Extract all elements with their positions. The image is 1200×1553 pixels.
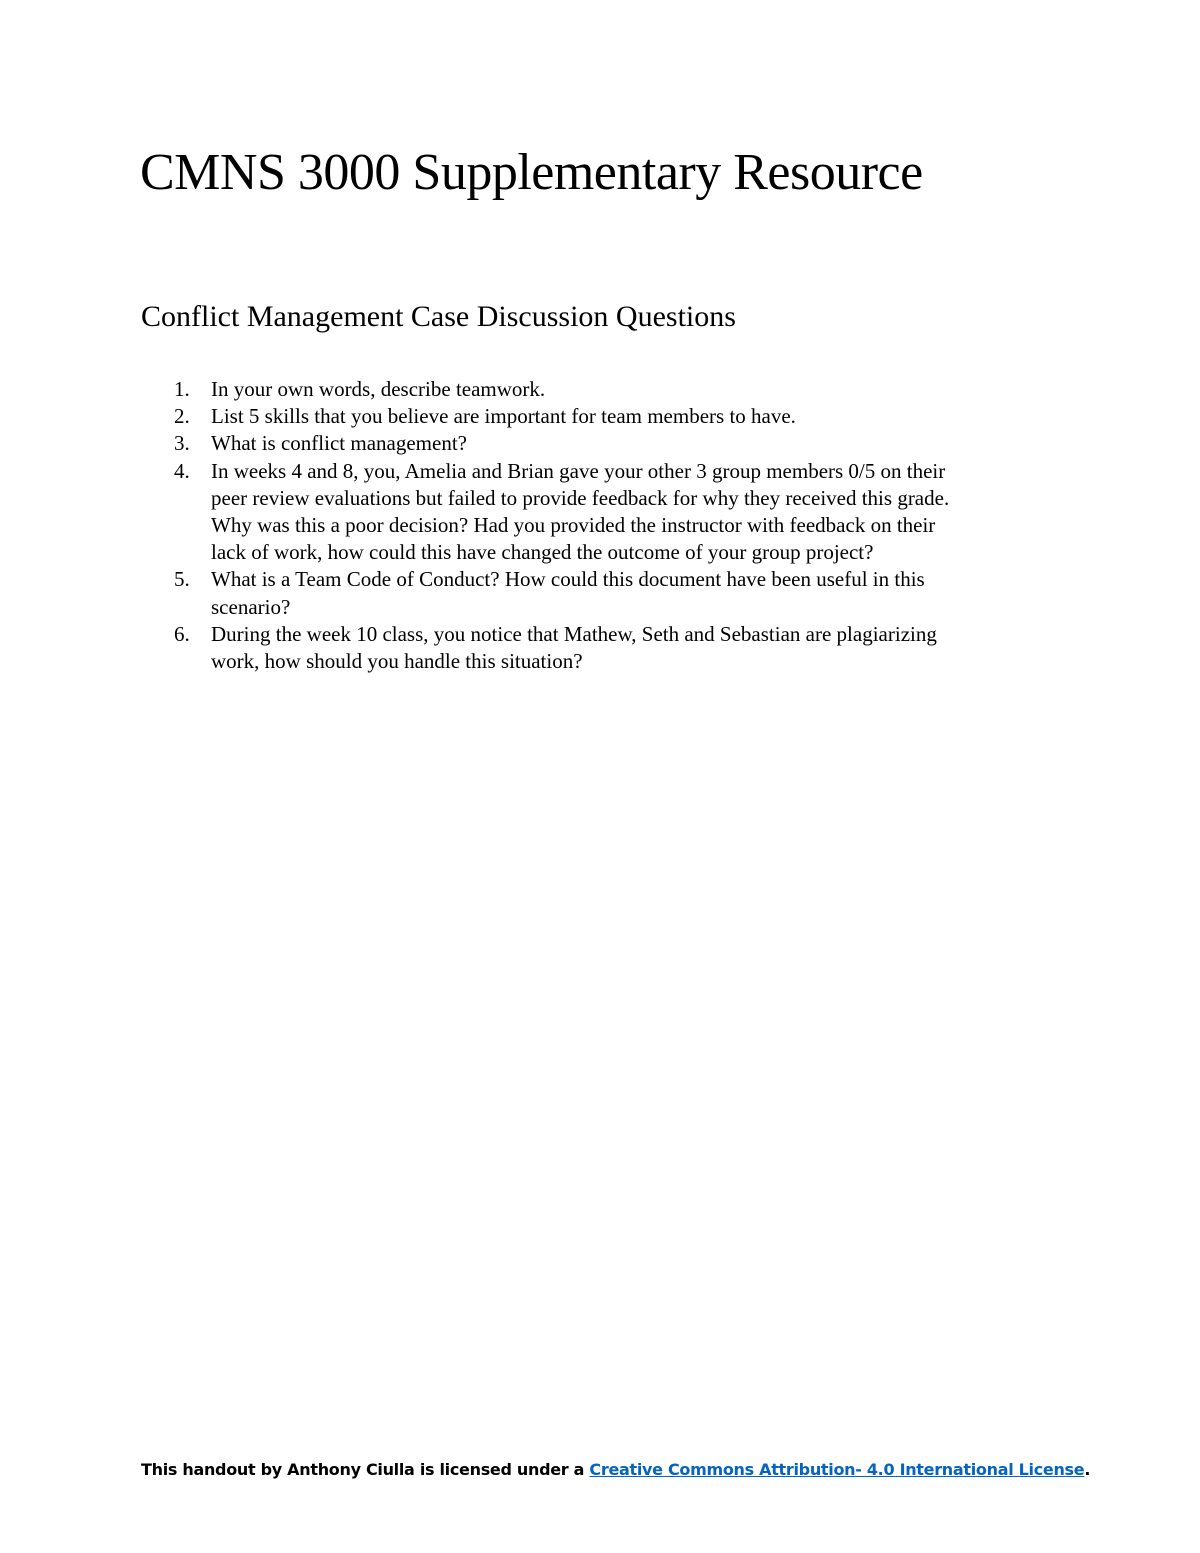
document-subtitle: Conflict Management Case Discussion Questions [141, 300, 736, 333]
question-text-line: work, how should you handle this situation? [211, 649, 583, 674]
question-text-line: During the week 10 class, you notice that Mathew, Seth and Sebastian are plagiarizing [211, 621, 937, 646]
question-item [141, 403, 1061, 430]
license-footer [141, 1460, 1090, 1479]
document-title: CMNS 3000 Supplementary Resource [140, 144, 923, 201]
question-item [141, 621, 1061, 675]
question-text-line: peer review evaluations but failed to provide feedback for why they received this grade. [211, 485, 950, 510]
question-text-line: What is a Team Code of Conduct? How could this document have been useful in this [211, 567, 925, 592]
question-text-line: List 5 skills that you believe are important for team members to have. [211, 404, 796, 429]
license-suffix: . [1084, 1460, 1091, 1479]
question-item [141, 430, 1061, 457]
question-text-line: What is conflict management? [211, 431, 467, 456]
question-text-line: In weeks 4 and 8, you, Amelia and Brian gave your other 3 group members 0/5 on their [211, 458, 946, 483]
question-text-line: lack of work, how could this have changed the outcome of your group project? [211, 540, 874, 565]
question-text-line: In your own words, describe teamwork. [211, 377, 546, 401]
question-number: 1. [174, 377, 190, 401]
question-item [141, 376, 1061, 403]
question-number: 4. [174, 458, 190, 483]
question-number: 2. [174, 404, 190, 429]
question-number: 5. [174, 567, 190, 592]
question-text-line: Why was this a poor decision? Had you provided the instructor with feedback on their [211, 513, 936, 538]
question-item [141, 566, 1061, 620]
question-number: 3. [174, 431, 190, 456]
question-list [141, 376, 1061, 675]
question-item [141, 458, 1061, 567]
question-number: 6. [174, 621, 190, 646]
license-prefix: This handout by Anthony Ciulla is licensed under a [141, 1460, 590, 1479]
question-text-line: scenario? [211, 594, 291, 619]
license-link[interactable]: Creative Commons Attribution- 4.0 International License [589, 1460, 1085, 1479]
